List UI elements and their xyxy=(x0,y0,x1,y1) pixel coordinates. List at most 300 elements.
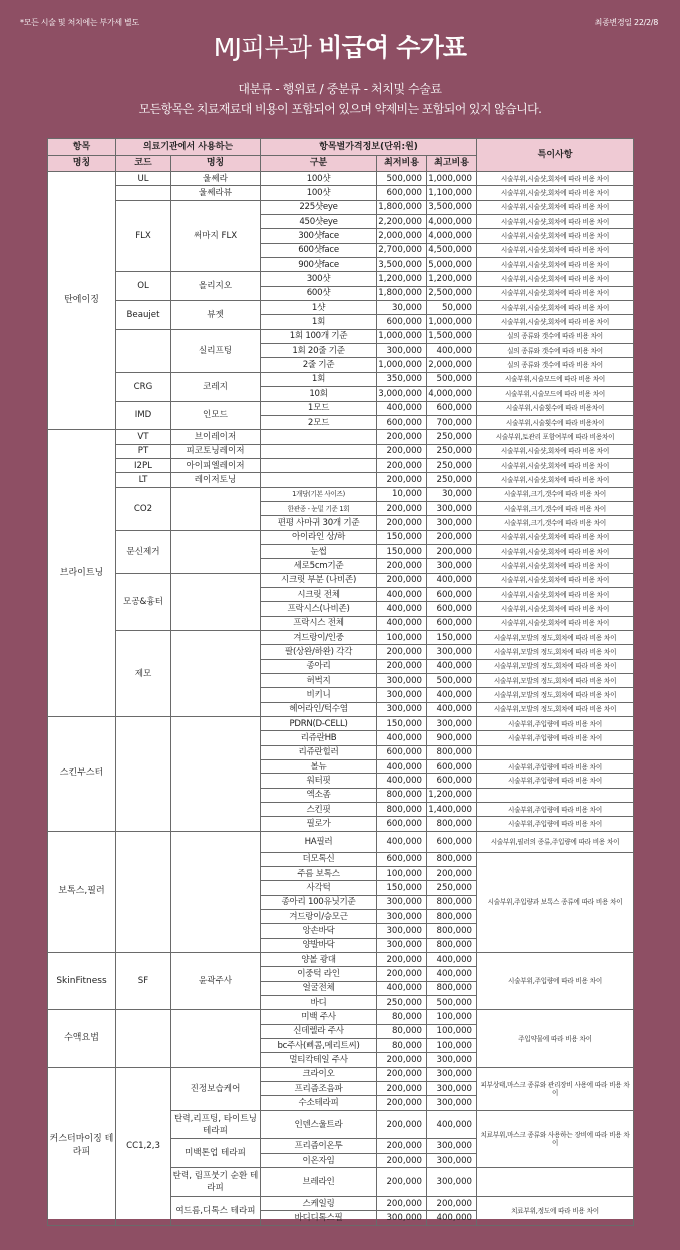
max-price-cell: 600,000 xyxy=(427,774,477,788)
gubun-cell: 2줄 기준 xyxy=(261,358,377,372)
gubun-cell: 프리즘조음파 xyxy=(261,1082,377,1096)
max-price-cell: 300,000 xyxy=(427,717,477,731)
head-used-in-institution: 의료기관에서 사용하는 xyxy=(116,139,261,156)
max-price-cell: 400,000 xyxy=(427,953,477,967)
max-price-cell: 300,000 xyxy=(427,1053,477,1067)
min-price-cell: 200,000 xyxy=(377,1082,427,1096)
gubun-cell: 종아리 100유닛기준 xyxy=(261,895,377,909)
name-cell: 여드름,디톡스 테라피 xyxy=(171,1196,261,1225)
min-price-cell: 400,000 xyxy=(377,774,427,788)
max-price-cell: 600,000 xyxy=(427,602,477,616)
special-note-cell: 시술부위,모발의 정도,회차에 따라 비용 차이 xyxy=(477,631,634,645)
max-price-cell: 400,000 xyxy=(427,659,477,673)
min-price-cell: 300,000 xyxy=(377,674,427,688)
max-price-cell: 500,000 xyxy=(427,996,477,1010)
code-cell: UL xyxy=(116,172,171,186)
code-cell: LT xyxy=(116,473,171,487)
max-price-cell: 100,000 xyxy=(427,1024,477,1038)
head-item: 항목 xyxy=(48,139,116,156)
special-note-cell: 시술부위,시술모드에 따라 비용 차이 xyxy=(477,372,634,386)
head-special: 특이사항 xyxy=(477,139,634,172)
gubun-cell: 허벅지 xyxy=(261,674,377,688)
min-price-cell: 3,000,000 xyxy=(377,387,427,401)
gubun-cell xyxy=(261,430,377,444)
special-note-cell: 치료부위,정도에 따라 비용 차이 xyxy=(477,1196,634,1225)
special-note-cell xyxy=(477,788,634,802)
max-price-cell: 250,000 xyxy=(427,444,477,458)
special-note-cell: 시술부위,시술샷,회차에 따라 비용 차이 xyxy=(477,544,634,558)
special-note-cell: 시술부위,시술샷,회차에 따라 비용 차이 xyxy=(477,272,634,286)
table-row xyxy=(48,573,634,587)
special-note-cell: 시술부위,모발의 정도,회차에 따라 비용 차이 xyxy=(477,659,634,673)
gubun-cell xyxy=(261,444,377,458)
max-price-cell: 300,000 xyxy=(427,559,477,573)
gubun-cell xyxy=(261,458,377,472)
head-price-info: 항목별가격정보(단위:원) xyxy=(261,139,477,156)
page-title xyxy=(0,28,680,64)
max-price-cell: 800,000 xyxy=(427,817,477,831)
min-price-cell: 200,000 xyxy=(377,645,427,659)
max-price-cell: 250,000 xyxy=(427,458,477,472)
min-price-cell: 300,000 xyxy=(377,909,427,923)
max-price-cell: 200,000 xyxy=(427,544,477,558)
head-name: 명칭 xyxy=(171,155,261,172)
special-note-cell: 시술부위,모발의 정도,회차에 따라 비용 차이 xyxy=(477,674,634,688)
name-cell: 울쎄라 xyxy=(171,172,261,186)
max-price-cell: 800,000 xyxy=(427,981,477,995)
max-price-cell: 300,000 xyxy=(427,1153,477,1167)
special-note-cell: 시술부위,주입량에 따라 비용 차이 xyxy=(477,953,634,1010)
special-note-cell: 시술부위,시술샷,회차에 따라 비용 차이 xyxy=(477,587,634,601)
min-price-cell: 100,000 xyxy=(377,866,427,880)
gubun-cell: 얼굴전체 xyxy=(261,981,377,995)
code-cell: IMD xyxy=(116,401,171,430)
fee-notice-note: *모든 시술 및 처치에는 부가세 별도 xyxy=(20,18,139,27)
min-price-cell: 200,000 xyxy=(377,458,427,472)
gubun-cell: 1개당(기본 사이즈) xyxy=(261,487,377,501)
max-price-cell: 250,000 xyxy=(427,473,477,487)
name-cell: 탄력,리프팅, 타이트닝테라피 xyxy=(171,1110,261,1139)
gubun-cell: 한관종 - 눈밑 기준 1회 xyxy=(261,501,377,515)
gubun-cell: 인덴스울트라 xyxy=(261,1110,377,1139)
max-price-cell: 400,000 xyxy=(427,1211,477,1225)
special-note-cell: 시술부위,시술샷,회차에 따라 비용 차이 xyxy=(477,215,634,229)
gubun-cell: 1모드 xyxy=(261,401,377,415)
gubun-cell: 아이라인 상/하 xyxy=(261,530,377,544)
special-note-cell: 시술부위,주입량에 따라 비용 차이 xyxy=(477,717,634,731)
max-price-cell: 1,100,000 xyxy=(427,186,477,200)
name-cell: 레이저토닝 xyxy=(171,473,261,487)
max-price-cell: 700,000 xyxy=(427,415,477,429)
code-cell xyxy=(116,717,171,832)
min-price-cell: 350,000 xyxy=(377,372,427,386)
table-row xyxy=(48,301,634,315)
special-note-cell: 시술부위,시술샷,회차에 따라 비용 차이 xyxy=(477,258,634,272)
gubun-cell: 바디 xyxy=(261,996,377,1010)
code-cell: VT xyxy=(116,430,171,444)
gubun-cell: 워터핏 xyxy=(261,774,377,788)
special-note-cell: 시술부위,주입량에 따라 비용 차이 xyxy=(477,774,634,788)
table-row xyxy=(48,717,634,731)
max-price-cell: 800,000 xyxy=(427,909,477,923)
min-price-cell: 400,000 xyxy=(377,981,427,995)
fee-table-body xyxy=(48,172,634,1226)
max-price-cell: 400,000 xyxy=(427,702,477,716)
min-price-cell: 600,000 xyxy=(377,745,427,759)
category-cell: 스킨부스터 xyxy=(48,717,116,832)
gubun-cell: 프리즘이온투 xyxy=(261,1139,377,1153)
max-price-cell: 4,000,000 xyxy=(427,387,477,401)
min-price-cell: 200,000 xyxy=(377,473,427,487)
table-row xyxy=(48,186,634,200)
gubun-cell: 리쥬란힐러 xyxy=(261,745,377,759)
gubun-cell: 프락시스(나비존) xyxy=(261,602,377,616)
max-price-cell: 1,400,000 xyxy=(427,803,477,817)
min-price-cell: 3,500,000 xyxy=(377,258,427,272)
special-note-cell: 주입약물에 따라 비용 차이 xyxy=(477,1010,634,1067)
special-note-cell: 시술부위,크기,갯수에 따라 비용 차이 xyxy=(477,487,634,501)
gubun-cell: 팔(상완/하완) 각각 xyxy=(261,645,377,659)
max-price-cell: 300,000 xyxy=(427,516,477,530)
gubun-cell: 볼뉴 xyxy=(261,760,377,774)
last-updated: 최종변경일 22/2/8 xyxy=(594,18,658,27)
special-note-cell: 시술부위,시술샷,회차에 따라 비용 차이 xyxy=(477,172,634,186)
name-cell: 브이레이저 xyxy=(171,430,261,444)
max-price-cell: 900,000 xyxy=(427,731,477,745)
gubun-cell: 1샷 xyxy=(261,301,377,315)
special-note-cell: 실의 종류와 갯수에 따라 비용 차이 xyxy=(477,358,634,372)
min-price-cell: 150,000 xyxy=(377,530,427,544)
table-row xyxy=(48,1010,634,1024)
special-note-cell: 치료부위,마스크 종류와 사용하는 장비에 따라 비용 차이 xyxy=(477,1110,634,1167)
max-price-cell: 4,500,000 xyxy=(427,243,477,257)
special-note-cell: 시술부위,주입량과 보톡스 종류에 따라 비용 차이 xyxy=(477,852,634,952)
min-price-cell: 200,000 xyxy=(377,967,427,981)
max-price-cell: 400,000 xyxy=(427,688,477,702)
gubun-cell: 겨드랑이/인중 xyxy=(261,631,377,645)
code-cell: Beaujet xyxy=(116,301,171,330)
gubun-cell: 앙손바닥 xyxy=(261,924,377,938)
special-note-cell: 시술부위,주입량에 따라 비용 차이 xyxy=(477,731,634,745)
max-price-cell: 600,000 xyxy=(427,616,477,630)
name-cell: 진정보습케어 xyxy=(171,1067,261,1110)
gubun-cell: 300샷face xyxy=(261,229,377,243)
min-price-cell: 80,000 xyxy=(377,1010,427,1024)
name-cell: 윤곽주사 xyxy=(171,953,261,1010)
name-cell: 써마지 FLX xyxy=(171,200,261,272)
code-cell: CC1,2,3 xyxy=(116,1067,171,1225)
min-price-cell: 200,000 xyxy=(377,444,427,458)
min-price-cell: 2,000,000 xyxy=(377,229,427,243)
gubun-cell: 2모드 xyxy=(261,415,377,429)
min-price-cell: 1,200,000 xyxy=(377,272,427,286)
code-cell: CO2 xyxy=(116,487,171,530)
max-price-cell: 800,000 xyxy=(427,852,477,866)
table-row xyxy=(48,401,634,415)
max-price-cell: 400,000 xyxy=(427,344,477,358)
max-price-cell: 800,000 xyxy=(427,745,477,759)
gubun-cell: 600샷face xyxy=(261,243,377,257)
gubun-cell: 450샷eye xyxy=(261,215,377,229)
special-note-cell: 시술부위,시술횟수에 따라 비용차이 xyxy=(477,401,634,415)
min-price-cell: 1,800,000 xyxy=(377,286,427,300)
min-price-cell: 400,000 xyxy=(377,760,427,774)
special-note-cell: 시술부위,주입량에 따라 비용 차이 xyxy=(477,817,634,831)
table-row xyxy=(48,200,634,214)
category-cell: 보톡스,필러 xyxy=(48,831,116,952)
head-gubun: 구분 xyxy=(261,155,377,172)
max-price-cell: 400,000 xyxy=(427,967,477,981)
min-price-cell: 300,000 xyxy=(377,938,427,952)
gubun-cell: 세로5cm기준 xyxy=(261,559,377,573)
min-price-cell: 200,000 xyxy=(377,953,427,967)
table-row xyxy=(48,1067,634,1081)
gubun-cell: bc주사(삐콤,메리트씨) xyxy=(261,1039,377,1053)
min-price-cell: 400,000 xyxy=(377,587,427,601)
category-cell: 수액요법 xyxy=(48,1010,116,1067)
gubun-cell: 100샷 xyxy=(261,172,377,186)
name-cell xyxy=(171,530,261,573)
gubun-cell: 엑소좀 xyxy=(261,788,377,802)
min-price-cell: 150,000 xyxy=(377,717,427,731)
name-cell: 코레지 xyxy=(171,372,261,401)
max-price-cell: 400,000 xyxy=(427,573,477,587)
code-cell: 제모 xyxy=(116,631,171,717)
head-category-name: 명칭 xyxy=(48,155,116,172)
special-note-cell: 시술부위,시술샷,회차에 따라 비용 차이 xyxy=(477,286,634,300)
min-price-cell: 1,000,000 xyxy=(377,358,427,372)
head-min-price: 최저비용 xyxy=(377,155,427,172)
max-price-cell: 1,500,000 xyxy=(427,329,477,343)
head-max-price: 최고비용 xyxy=(427,155,477,172)
special-note-cell: 시술부위,시술샷,회차에 따라 비용 차이 xyxy=(477,530,634,544)
special-note-cell: 시술부위,시술모드에 따라 비용 차이 xyxy=(477,387,634,401)
gubun-cell: 수소테라피 xyxy=(261,1096,377,1110)
name-cell: 미백톤업 테라피 xyxy=(171,1139,261,1168)
special-note-cell: 시술부위,주입량에 따라 비용 차이 xyxy=(477,760,634,774)
min-price-cell: 600,000 xyxy=(377,817,427,831)
min-price-cell: 200,000 xyxy=(377,1053,427,1067)
max-price-cell: 50,000 xyxy=(427,301,477,315)
max-price-cell: 500,000 xyxy=(427,674,477,688)
gubun-cell: 225샷eye xyxy=(261,200,377,214)
subtitle-inclusion-note: 모든항목은 치료재료대 비용이 포함되어 있으며 약제비는 포함되어 있지 않습니다. xyxy=(138,102,542,116)
gubun-cell: 300샷 xyxy=(261,272,377,286)
min-price-cell: 300,000 xyxy=(377,702,427,716)
min-price-cell: 600,000 xyxy=(377,315,427,329)
gubun-cell: 이온자임 xyxy=(261,1153,377,1167)
max-price-cell: 2,000,000 xyxy=(427,358,477,372)
gubun-cell: 미백 주사 xyxy=(261,1010,377,1024)
table-row xyxy=(48,458,634,472)
gubun-cell: HA필러 xyxy=(261,831,377,852)
name-cell xyxy=(171,1010,261,1067)
table-row xyxy=(48,272,634,286)
gubun-cell: 1회 100개 기준 xyxy=(261,329,377,343)
special-note-cell: 시술부위,토관리 포함여부에 따라 비용차이 xyxy=(477,430,634,444)
min-price-cell: 400,000 xyxy=(377,616,427,630)
special-note-cell: 피부상태,마스크 종류와 관리장비 사용에 따라 비용 차이 xyxy=(477,1067,634,1110)
code-cell: 문신제거 xyxy=(116,530,171,573)
max-price-cell: 300,000 xyxy=(427,1067,477,1081)
max-price-cell: 1,000,000 xyxy=(427,172,477,186)
code-cell: FLX xyxy=(116,200,171,272)
gubun-cell: 겨드랑이/승모근 xyxy=(261,909,377,923)
min-price-cell: 200,000 xyxy=(377,573,427,587)
fee-table xyxy=(47,138,634,1226)
gubun-cell: 사각턱 xyxy=(261,881,377,895)
min-price-cell: 2,700,000 xyxy=(377,243,427,257)
gubun-cell: 크라이오 xyxy=(261,1067,377,1081)
name-cell: 아이피엘레이저 xyxy=(171,458,261,472)
min-price-cell: 800,000 xyxy=(377,803,427,817)
max-price-cell: 600,000 xyxy=(427,587,477,601)
special-note-cell: 시술부위,시술샷,회차에 따라 비용 차이 xyxy=(477,444,634,458)
max-price-cell: 400,000 xyxy=(427,1110,477,1139)
min-price-cell: 80,000 xyxy=(377,1039,427,1053)
min-price-cell: 200,000 xyxy=(377,430,427,444)
min-price-cell: 400,000 xyxy=(377,831,427,852)
special-note-cell: 시술부위,크기,갯수에 따라 비용 차이 xyxy=(477,516,634,530)
gubun-cell: 10회 xyxy=(261,387,377,401)
min-price-cell: 400,000 xyxy=(377,602,427,616)
special-note-cell: 시술부위,시술샷,회차에 따라 비용 차이 xyxy=(477,559,634,573)
min-price-cell: 10,000 xyxy=(377,487,427,501)
min-price-cell: 200,000 xyxy=(377,501,427,515)
max-price-cell: 150,000 xyxy=(427,631,477,645)
min-price-cell: 400,000 xyxy=(377,731,427,745)
min-price-cell: 200,000 xyxy=(377,516,427,530)
code-cell: CRG xyxy=(116,372,171,401)
name-cell: 뷰젯 xyxy=(171,301,261,330)
code-cell: 모공&흉터 xyxy=(116,573,171,630)
table-row xyxy=(48,372,634,386)
max-price-cell: 600,000 xyxy=(427,401,477,415)
gubun-cell: 이중턱 라인 xyxy=(261,967,377,981)
max-price-cell: 800,000 xyxy=(427,924,477,938)
name-cell: 피코토닝레이저 xyxy=(171,444,261,458)
min-price-cell: 300,000 xyxy=(377,895,427,909)
name-cell: 올리지오 xyxy=(171,272,261,301)
max-price-cell: 600,000 xyxy=(427,831,477,852)
gubun-cell xyxy=(261,473,377,487)
category-cell: 커스터마이징 테라피 xyxy=(48,1067,116,1225)
gubun-cell: 헤어라인/턱수염 xyxy=(261,702,377,716)
max-price-cell: 30,000 xyxy=(427,487,477,501)
special-note-cell: 실의 종류와 갯수에 따라 비용 차이 xyxy=(477,344,634,358)
gubun-cell: 편평 사마귀 30개 기준 xyxy=(261,516,377,530)
special-note-cell: 시술부위,시술샷,회차에 따라 비용 차이 xyxy=(477,473,634,487)
gubun-cell: 1회 xyxy=(261,315,377,329)
max-price-cell: 250,000 xyxy=(427,430,477,444)
code-cell xyxy=(116,831,171,952)
table-row xyxy=(48,953,634,967)
min-price-cell: 600,000 xyxy=(377,852,427,866)
special-note-cell: 시술부위,모발의 정도,회차에 따라 비용 차이 xyxy=(477,645,634,659)
gubun-cell: 리쥬란HB xyxy=(261,731,377,745)
min-price-cell: 300,000 xyxy=(377,688,427,702)
gubun-cell: 100샷 xyxy=(261,186,377,200)
gubun-cell: 1회 xyxy=(261,372,377,386)
gubun-cell: 시크릿 전체 xyxy=(261,587,377,601)
code-cell: I2PL xyxy=(116,458,171,472)
min-price-cell: 300,000 xyxy=(377,924,427,938)
gubun-cell: 비키니 xyxy=(261,688,377,702)
name-cell: 탄력, 림프붓기 순환 테라피 xyxy=(171,1168,261,1197)
min-price-cell: 200,000 xyxy=(377,1153,427,1167)
min-price-cell: 200,000 xyxy=(377,559,427,573)
min-price-cell: 250,000 xyxy=(377,996,427,1010)
gubun-cell: 필로가 xyxy=(261,817,377,831)
title-main: 비급여 수가표 xyxy=(318,33,467,62)
gubun-cell: 브레라인 xyxy=(261,1168,377,1197)
min-price-cell: 1,800,000 xyxy=(377,200,427,214)
name-cell xyxy=(171,631,261,717)
min-price-cell: 300,000 xyxy=(377,1211,427,1225)
min-price-cell: 200,000 xyxy=(377,1110,427,1139)
min-price-cell: 30,000 xyxy=(377,301,427,315)
max-price-cell: 4,000,000 xyxy=(427,229,477,243)
category-cell: 탄에이징 xyxy=(48,172,116,430)
max-price-cell: 1,200,000 xyxy=(427,788,477,802)
special-note-cell: 실의 종류와 갯수에 따라 비용 차이 xyxy=(477,329,634,343)
max-price-cell: 1,000,000 xyxy=(427,315,477,329)
code-cell: OL xyxy=(116,272,171,301)
min-price-cell: 200,000 xyxy=(377,659,427,673)
min-price-cell: 100,000 xyxy=(377,631,427,645)
gubun-cell: 양볼 광대 xyxy=(261,953,377,967)
max-price-cell: 200,000 xyxy=(427,866,477,880)
min-price-cell: 80,000 xyxy=(377,1024,427,1038)
min-price-cell: 150,000 xyxy=(377,544,427,558)
min-price-cell: 1,000,000 xyxy=(377,329,427,343)
min-price-cell: 2,200,000 xyxy=(377,215,427,229)
special-note-cell: 시술부위,시술샷,회차에 따라 비용 차이 xyxy=(477,315,634,329)
min-price-cell: 150,000 xyxy=(377,881,427,895)
gubun-cell: 900샷face xyxy=(261,258,377,272)
special-note-cell: 시술부위,주입량에 따라 비용 차이 xyxy=(477,803,634,817)
max-price-cell: 300,000 xyxy=(427,1139,477,1153)
subtitle-classification: 대분류 - 행위료 / 중분류 - 처치및 수술료 xyxy=(238,82,442,96)
special-note-cell: 시술부위,모발의 정도,회차에 따라 비용 차이 xyxy=(477,688,634,702)
code-cell xyxy=(116,186,171,200)
name-cell: 울쎄라뷰 xyxy=(171,186,261,200)
code-cell xyxy=(116,1010,171,1067)
special-note-cell: 시술부위,시술횟수에 따라 비용차이 xyxy=(477,415,634,429)
special-note-cell: 시술부위,시술샷,회차에 따라 비용 차이 xyxy=(477,602,634,616)
max-price-cell: 200,000 xyxy=(427,530,477,544)
max-price-cell: 2,500,000 xyxy=(427,286,477,300)
category-cell: SkinFitness xyxy=(48,953,116,1010)
table-row xyxy=(48,831,634,852)
min-price-cell: 400,000 xyxy=(377,401,427,415)
special-note-cell: 시술부위,시술샷,회차에 따라 비용 차이 xyxy=(477,458,634,472)
table-row xyxy=(48,430,634,444)
max-price-cell: 500,000 xyxy=(427,372,477,386)
price-sheet xyxy=(47,138,634,1223)
special-note-cell: 시술부위,시술샷,회차에 따라 비용 차이 xyxy=(477,301,634,315)
gubun-cell: 신데렐라 주사 xyxy=(261,1024,377,1038)
table-row xyxy=(48,473,634,487)
min-price-cell: 200,000 xyxy=(377,1168,427,1197)
max-price-cell: 300,000 xyxy=(427,1168,477,1197)
gubun-cell: 1회 20줄 기준 xyxy=(261,344,377,358)
gubun-cell: 프락시스 전체 xyxy=(261,616,377,630)
special-note-cell: 시술부위,시술샷,회차에 따라 비용 차이 xyxy=(477,186,634,200)
name-cell xyxy=(171,573,261,630)
gubun-cell: 시크릿 부분 (나비존) xyxy=(261,573,377,587)
min-price-cell: 500,000 xyxy=(377,172,427,186)
